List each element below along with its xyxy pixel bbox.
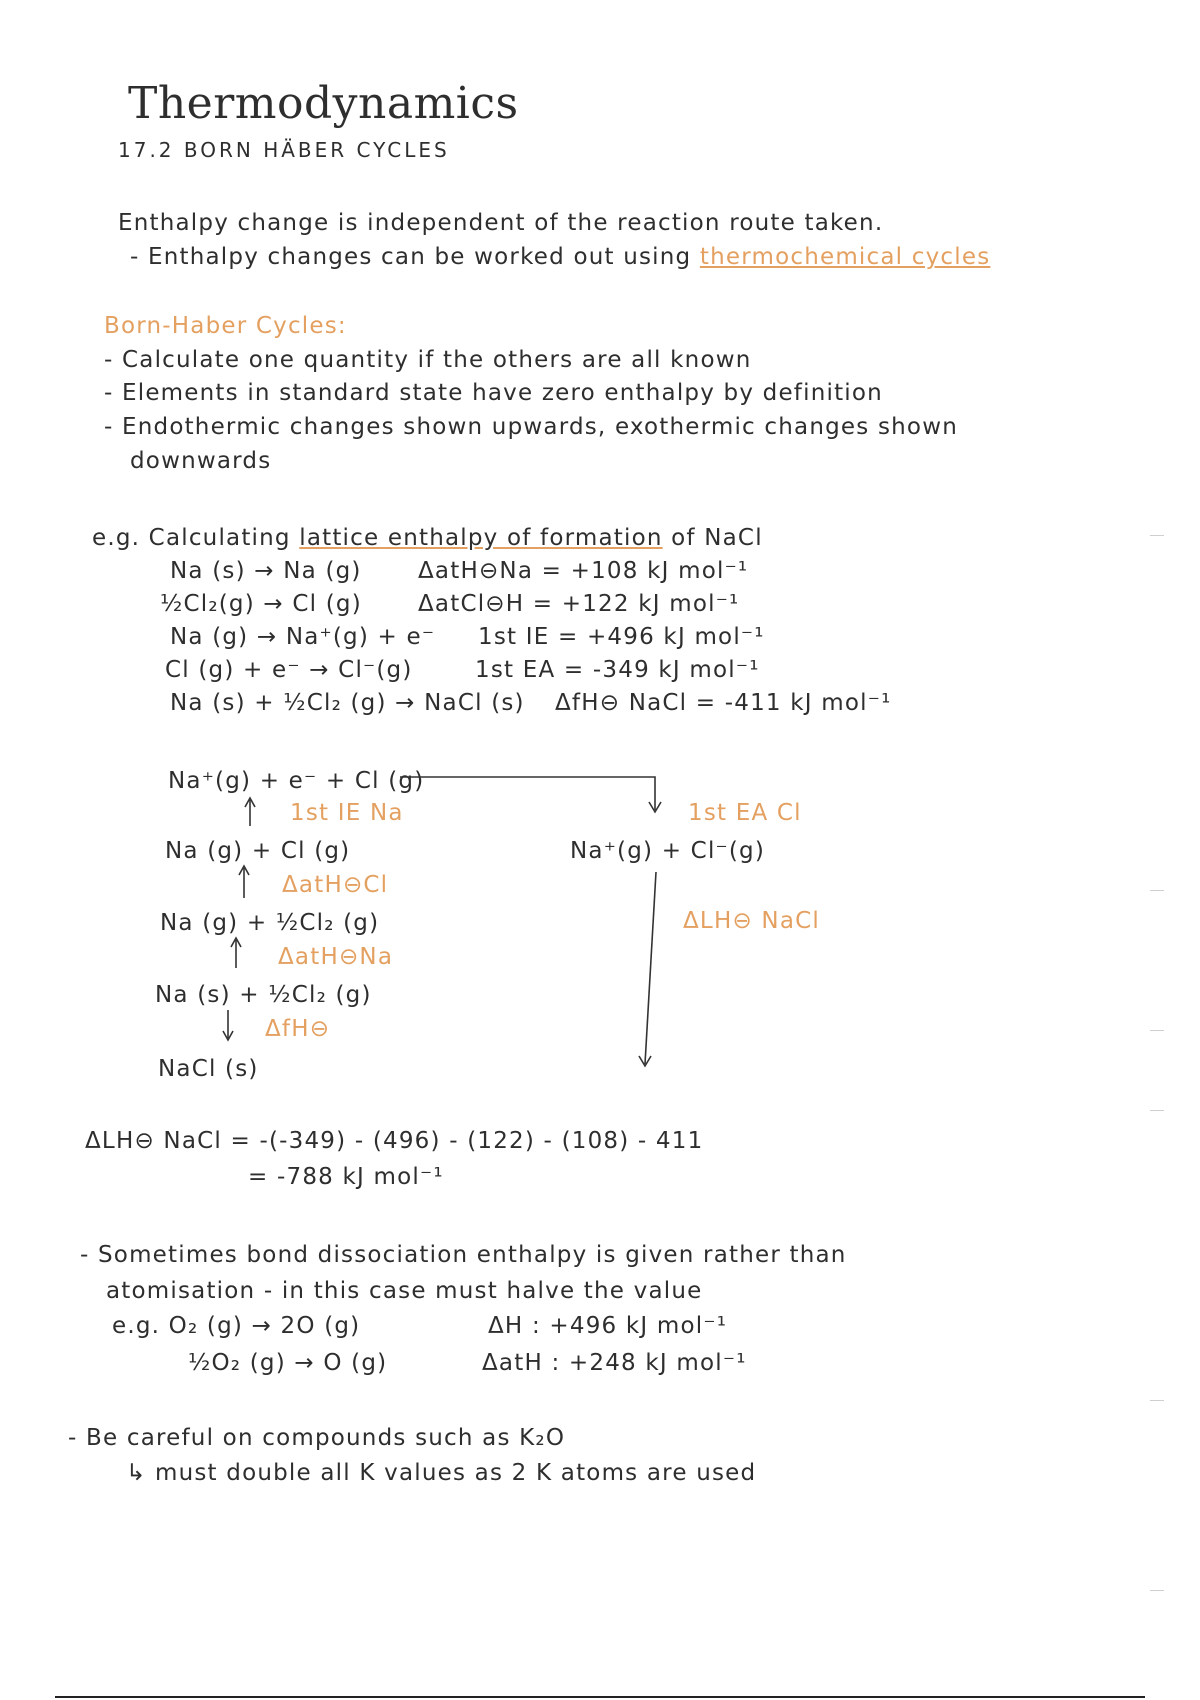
calc-line-1: ΔLH⊖ NaCl = -(-349) - (496) - (122) - (108) - 411 bbox=[85, 1128, 704, 1154]
equation-4-value: 1st EA = -349 kJ mol⁻¹ bbox=[475, 657, 760, 683]
calc-line-2: = -788 kJ mol⁻¹ bbox=[248, 1164, 444, 1190]
margin-tick bbox=[1150, 1030, 1164, 1031]
margin-tick bbox=[1150, 1590, 1164, 1591]
bullet-3: - Endothermic changes shown upwards, exothermic changes shown bbox=[104, 414, 958, 440]
arrow-ea-path bbox=[400, 777, 655, 810]
equation-4: Cl (g) + e⁻ → Cl⁻(g) bbox=[165, 657, 413, 683]
cycle-step-ea: 1st EA Cl bbox=[688, 800, 802, 826]
note-eg-2: ½O₂ (g) → O (g) bbox=[188, 1350, 388, 1376]
born-haber-heading: Born-Haber Cycles: bbox=[104, 313, 347, 339]
cycle-step-lattice: ΔLH⊖ NaCl bbox=[683, 908, 820, 934]
equation-1: Na (s) → Na (g) bbox=[170, 558, 362, 584]
margin-tick bbox=[1150, 890, 1164, 891]
bullet-3-continued: downwards bbox=[130, 448, 272, 474]
cycle-level-gas-atoms: Na (g) + Cl (g) bbox=[165, 838, 351, 864]
equation-2-value: ΔatCl⊖H = +122 kJ mol⁻¹ bbox=[418, 591, 740, 617]
bullet-2: - Elements in standard state have zero enthalpy by definition bbox=[104, 380, 883, 406]
arrow-lattice bbox=[645, 872, 656, 1064]
note-eg-1: e.g. O₂ (g) → 2O (g) bbox=[112, 1313, 361, 1339]
cycle-level-elements: Na (s) + ½Cl₂ (g) bbox=[155, 982, 372, 1008]
page-title: Thermodynamics bbox=[128, 78, 519, 129]
note-eg-1-value: ΔH : +496 kJ mol⁻¹ bbox=[488, 1313, 728, 1339]
margin-tick bbox=[1150, 1110, 1164, 1111]
cycle-level-na-gas: Na (g) + ½Cl₂ (g) bbox=[160, 910, 380, 936]
equation-3: Na (g) → Na⁺(g) + e⁻ bbox=[170, 624, 436, 650]
cycle-step-ie: 1st IE Na bbox=[290, 800, 404, 826]
example-suffix: of NaCl bbox=[662, 525, 763, 551]
section-subtitle: 17.2 BORN HÄBER CYCLES bbox=[118, 138, 450, 162]
equation-1-value: ΔatH⊖Na = +108 kJ mol⁻¹ bbox=[418, 558, 749, 584]
intro-bullet-text: - Enthalpy changes can be worked out using bbox=[130, 244, 700, 270]
equation-3-value: 1st IE = +496 kJ mol⁻¹ bbox=[478, 624, 765, 650]
cycle-level-gas-ions: Na⁺(g) + Cl⁻(g) bbox=[570, 838, 766, 864]
careful-line-2: ↳ must double all K values as 2 K atoms are used bbox=[126, 1460, 757, 1486]
margin-tick bbox=[1150, 535, 1164, 536]
margin-tick bbox=[1150, 1400, 1164, 1401]
careful-line-1: - Be careful on compounds such as K₂O bbox=[68, 1425, 566, 1451]
cycle-step-formation: ΔfH⊖ bbox=[265, 1016, 331, 1042]
note-line-1: - Sometimes bond dissociation enthalpy is given rather than bbox=[80, 1242, 847, 1268]
intro-line: Enthalpy change is independent of the reaction route taken. bbox=[118, 210, 884, 236]
example-underlined: lattice enthalpy of formation bbox=[299, 525, 663, 551]
cycle-level-nacl: NaCl (s) bbox=[158, 1056, 259, 1082]
equation-5-value: ΔfH⊖ NaCl = -411 kJ mol⁻¹ bbox=[555, 690, 892, 716]
equation-5: Na (s) + ½Cl₂ (g) → NaCl (s) bbox=[170, 690, 525, 716]
example-prefix: e.g. Calculating bbox=[92, 525, 300, 551]
bottom-rule bbox=[55, 1696, 1145, 1698]
equation-2: ½Cl₂(g) → Cl (g) bbox=[160, 591, 362, 617]
thermochemical-cycles-term: thermochemical cycles bbox=[699, 244, 991, 270]
bullet-1: - Calculate one quantity if the others are all known bbox=[104, 347, 752, 373]
cycle-level-ions: Na⁺(g) + e⁻ + Cl (g) bbox=[168, 768, 425, 794]
note-eg-2-value: ΔatH : +248 kJ mol⁻¹ bbox=[482, 1350, 747, 1376]
cycle-step-at-cl: ΔatH⊖Cl bbox=[282, 872, 389, 898]
note-line-2: atomisation - in this case must halve the value bbox=[106, 1278, 703, 1304]
cycle-step-at-na: ΔatH⊖Na bbox=[278, 944, 394, 970]
